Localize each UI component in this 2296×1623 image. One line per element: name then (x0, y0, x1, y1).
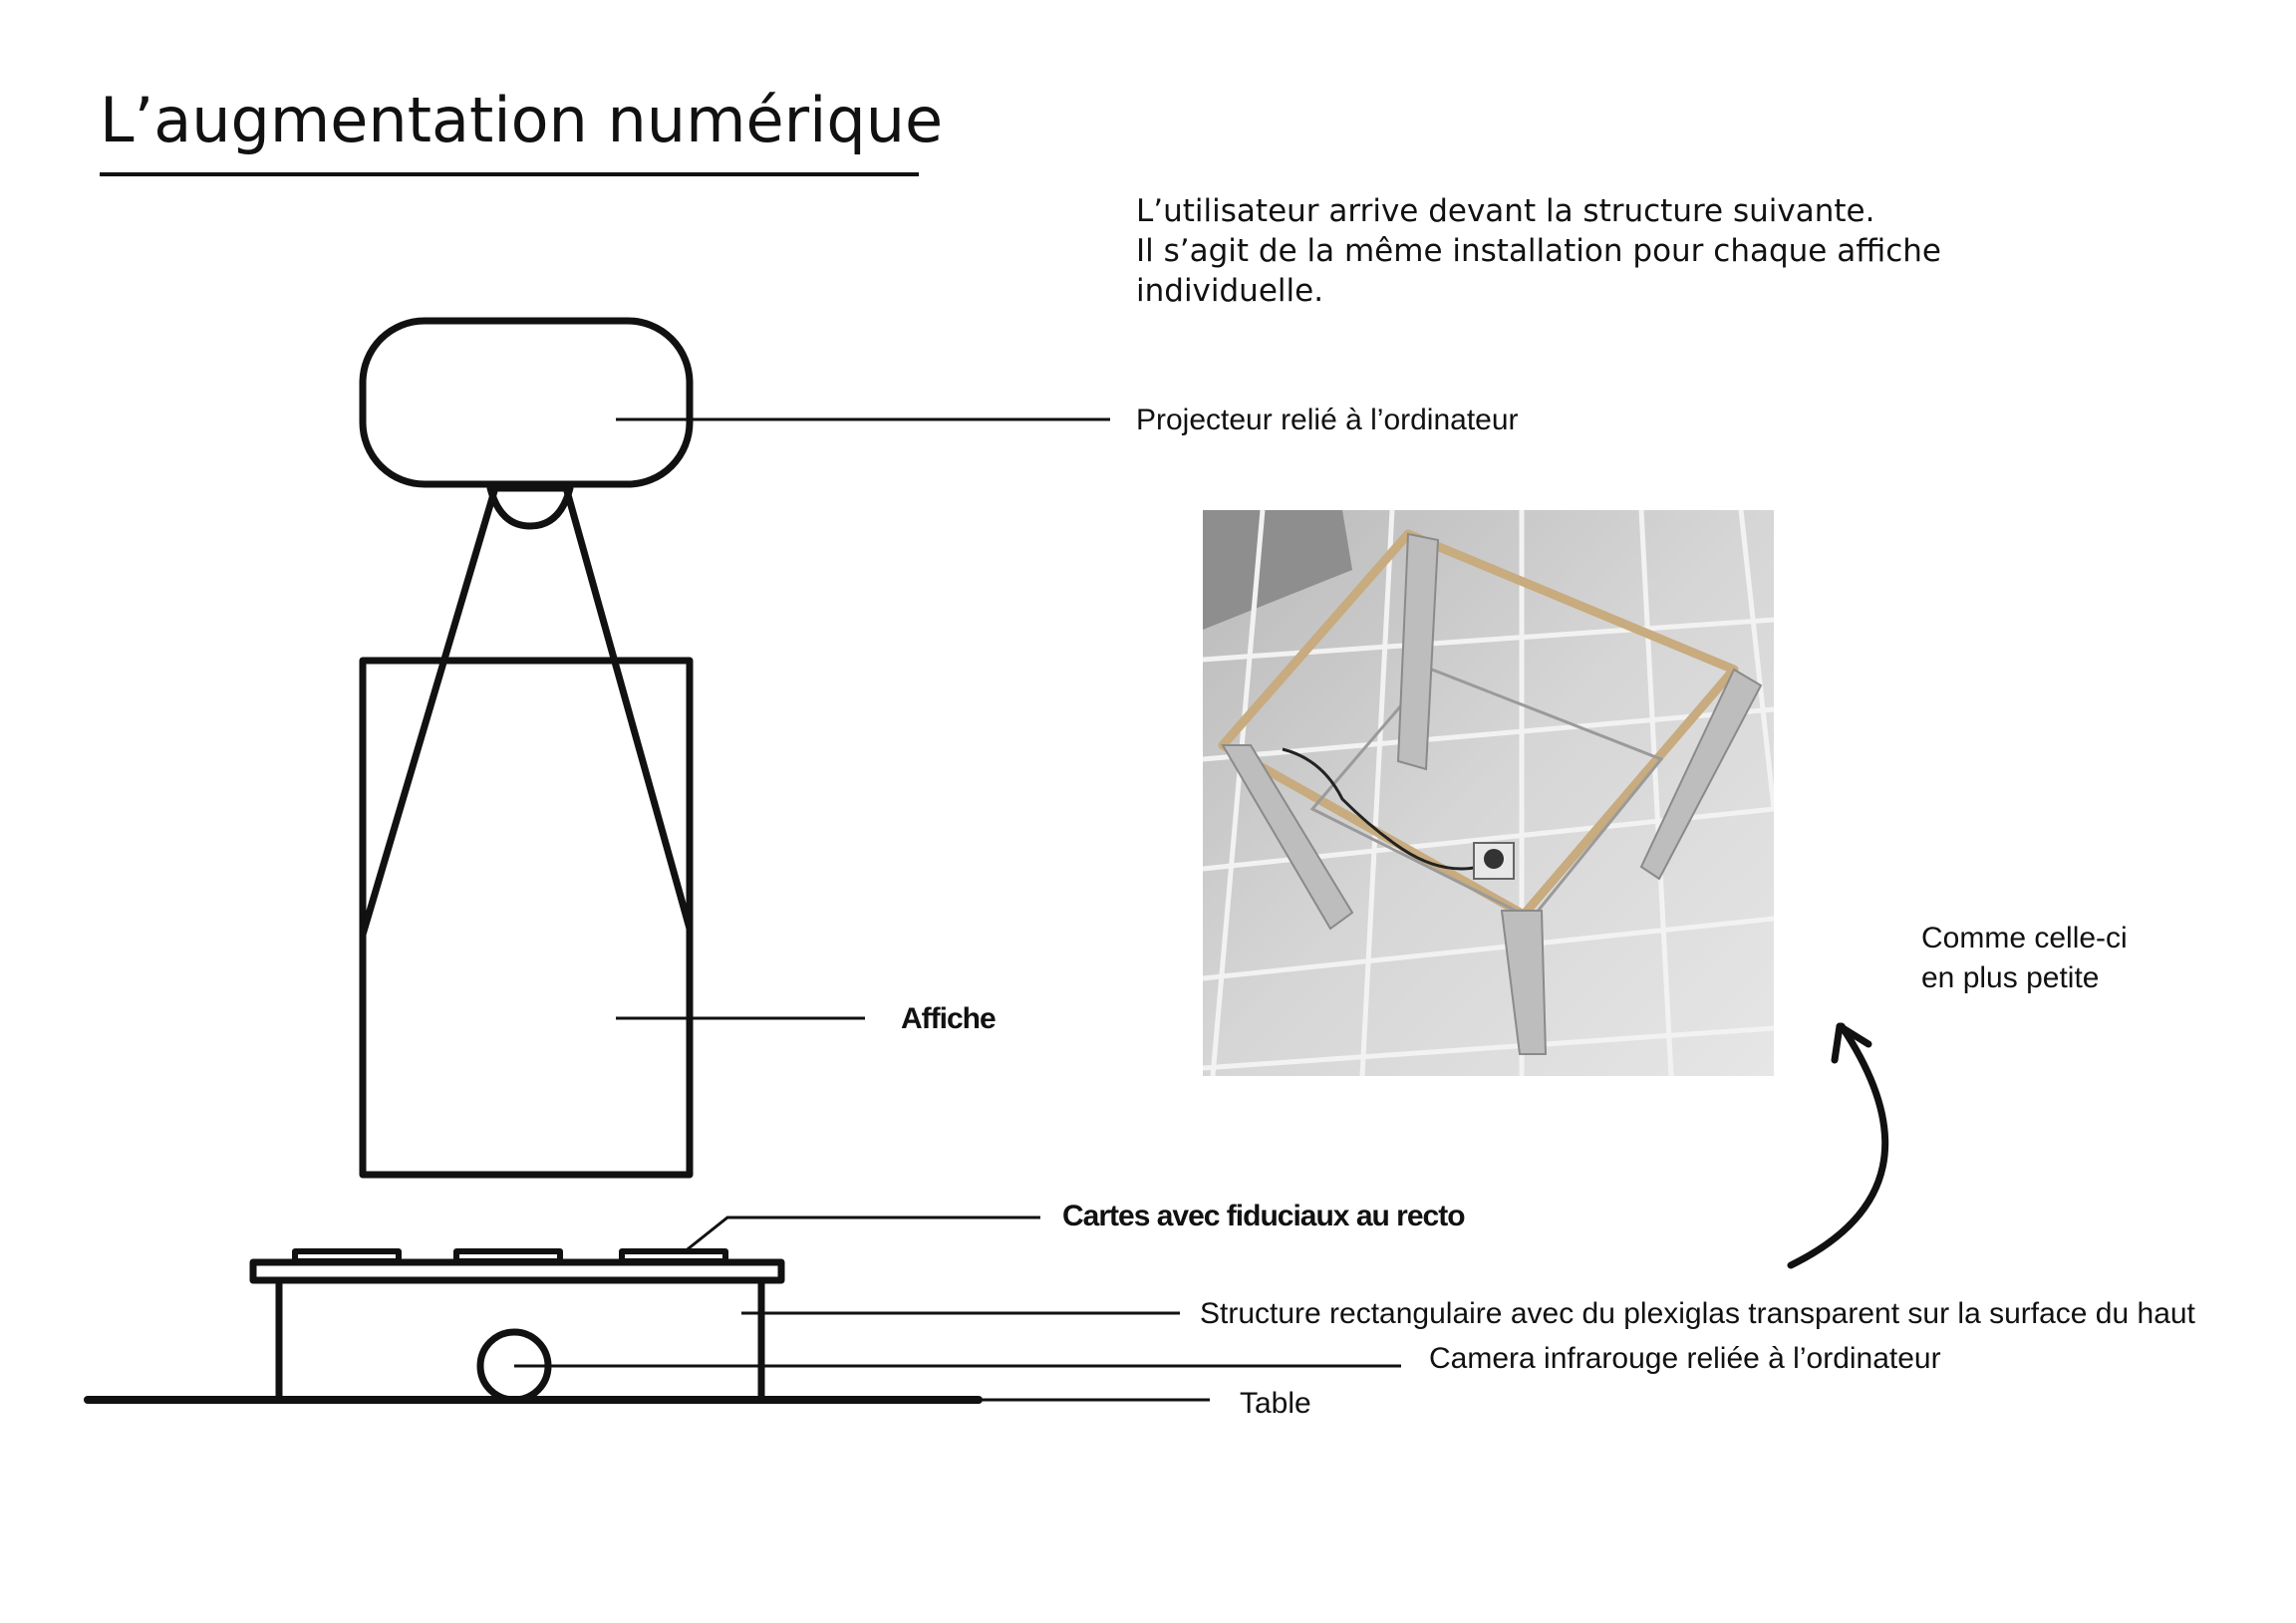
note-line: en plus petite (1921, 961, 2100, 994)
intro-line: individuelle. (1136, 273, 1324, 309)
label-cards: Cartes avec fiduciaux au recto (1062, 1200, 1465, 1232)
plexiglas-top (253, 1262, 781, 1280)
leader-cards (684, 1217, 1040, 1252)
structure-photo (1203, 510, 1774, 1076)
note-line: Comme celle-ci (1921, 922, 2128, 954)
label-projector: Projecteur relié à l’ordinateur (1136, 404, 1519, 436)
projector-shape (363, 321, 690, 484)
light-beam-left (363, 491, 494, 935)
intro-line: Il s’agit de la même installation pour chaque affiche (1136, 233, 1941, 269)
curved-arrow (1791, 1026, 1885, 1265)
label-camera: Camera infrarouge reliée à l’ordinateur (1429, 1342, 1941, 1375)
label-table: Table (1240, 1387, 1311, 1420)
page-title: L’augmentation numérique (100, 84, 944, 156)
photo-note (1921, 919, 2128, 998)
poster-frame (363, 661, 690, 1175)
label-poster: Affiche (901, 1002, 996, 1035)
label-structure: Structure rectangulaire avec du plexiglas transparent sur la surface du haut (1200, 1297, 2195, 1330)
intro-line: L’utilisateur arrive devant la structure suivante. (1136, 193, 1875, 229)
light-beam-right (567, 491, 690, 929)
projector-lens (490, 488, 570, 526)
